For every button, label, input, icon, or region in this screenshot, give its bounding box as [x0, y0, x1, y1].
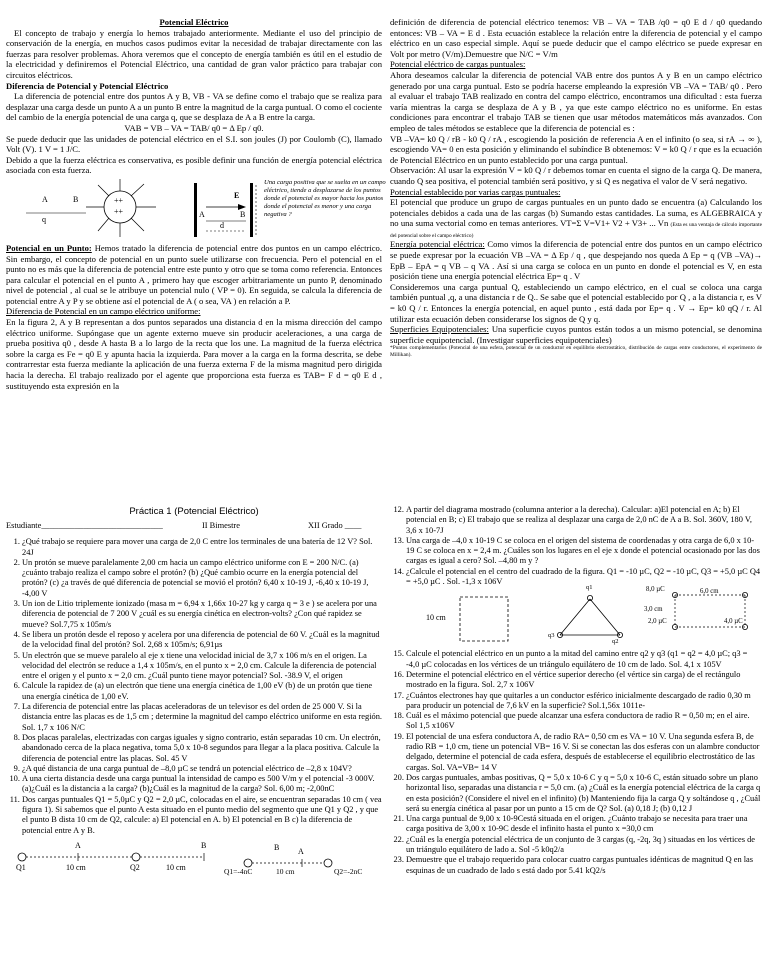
paragraph-consider: Consideremos una carga puntual Q, estableciendo un campo eléctrico, en el cual se coloca una carga también puntual ,q, a una distancia r de Q.. Se sabe que el potencial establecido por Q , a la distancia r, es V = k0 Q / r. Entonces la energía potencial, en aquel punto , está dada por Ep= q . V → Ep= k0 qQ / r. Al utilizar esta ecuación deben considerarse los signos de Q y q. — [390, 281, 762, 324]
grade-label: XII Grado ____ — [308, 521, 362, 531]
student-field: Estudiante_____________________________ — [6, 521, 163, 531]
problem-22: 22. ¿Cuál es la energía potencial eléctrica de un conjunto de 3 cargas (q, -2q, 3q ) situadas en los vértices de un triángulo equilátero de lado a. Sol -5 k0q2/a — [406, 835, 762, 856]
problem-6: 6. Calcule la rapidez de (a) un electrón que tiene una energía cinética de 1,00 eV (b) de un protón que tiene una energía cinética de 1,00 eV. — [22, 681, 382, 702]
fig-note: Una carga positiva que se suelta en un campo eléctrico, tiende a desplazarse de los puntos donde el potencial es mayor hacia los puntos donde el potencial es menor y una carga negativa ? — [264, 178, 386, 218]
heading-point-charges: Potencial eléctrico de cargas puntuales: — [390, 59, 526, 70]
fig1-label-d1: 10 cm — [66, 862, 86, 872]
tri-label-q2: q2 — [612, 638, 619, 646]
paragraph-conservative: Debido a que la fuerza eléctrica es conservativa, es posible definir una función de energía potencial eléctrica asociada con esta fuerza. — [6, 154, 382, 176]
problem-9: 9. ¿A qué distancia de una carga puntual de –8,0 µC se tendrá un potencial eléctrico de –2,8 x 104V? — [22, 764, 382, 774]
practice-right-column — [390, 505, 762, 876]
fig1-label-b: B — [201, 840, 207, 850]
problem-21: 21. Una carga puntual de 9,00 x 10-9Cestá situada en el origen. ¿Cuánto trabajo se necesita para traer una carga positiva de 3,00 x 10-9C desde el infinito hasta el punto x =30,0 cm — [406, 814, 762, 835]
figure-uniform-field — [6, 177, 386, 241]
notes-title: Potencial Eléctrico — [159, 17, 229, 27]
heading-potential-difference: Diferencia de Potencial y Potencial Eléctrico — [6, 80, 169, 91]
paragraph-point-potential — [6, 243, 382, 307]
notes-left-column — [6, 17, 386, 391]
practice-header — [6, 521, 382, 533]
problem-18: 18. Cuál es el máximo potencial que puede alcanzar una esfera conductora de radio R = 0,50 m; en el aire. Sol 1,5 x106V — [406, 711, 762, 732]
problem-4: 4. Se libera un protón desde el reposo y acelera por una diferencia de potencial de 60 V. ¿Cuál es la magnitud de la velocidad final del protón? Sol. 2,68 x 105m/s; 6,91µs — [22, 630, 382, 651]
problem-list-right — [390, 505, 762, 587]
paragraph-potential-energy — [390, 239, 762, 281]
fig1-label-q1: Q1 — [16, 862, 26, 872]
text-point-potential: Hemos tratado la diferencia de potencial entre dos puntos en un campo eléctrico. Sin embargo, el concepto de potencial en un punto suele utilizarse con frecuencia. Pero el potencial en el punto no es más que la diferencia de potencial entre este punto y otro que se toma como referencia. Entonces para calcular el potencial en el punto A , primero hay que escoger arbitrariamente un punto P, denominado nivel de potencial , al cual se le atribuye un potencial nulo ( VP = 0). En seguida, se calcula la diferencia de potencial entre A y P y se obtiene así el potencial de A ( o sea, VA ) en relación a P. — [6, 242, 382, 306]
problem-2: 2. Un protón se mueve paralelamente 2,00 cm hacia un campo eléctrico uniforme con E = 200 N/C. (a) ¿cuánto trabajo realiza el campo sobre el protón? (b) ¿Qué cambio ocurre en la energía potencial del protón? (c) ¿a través de qué diferencia de potencial se movió el protón? 6,40 x 10-19 J, -6,40 x 10-19 J, -4,00 V — [22, 558, 382, 599]
problem-14: 14. ¿Calcule el potencial en el centro del cuadrado de la figura. Q1 = -10 µC, Q2 = -10 µC, Q3 = +5,0 µC Q4 = +5,0 µC . Sol. -1,3 x 106V — [406, 567, 762, 588]
fig-label-b: B — [73, 194, 79, 204]
square-side-label: 10 cm — [426, 613, 446, 623]
notes-right-column — [390, 17, 762, 358]
problem-3: 3. Un ion de Litio triplemente ionizado (masa m = 6,94 x 1,66x 10-27 kg y carga q = 3 e ) se acelera por una diferencia de potencial de 7 200 V ¿cuál es su energía cinética en electron-volts? ¿Con qué rapidez se mueve? Sol.7,75 x 105m/s — [22, 599, 382, 630]
footnote: *Puntos complementarios (Potencial de una esfera, potencial de un conductor en equilibrio electrostático, distribución de cargas entre conductores, el experimento de Millikan). — [390, 345, 762, 358]
text-several-charges: El potencial que produce un grupo de cargas puntuales en un punto dado se encuentra (a) Calculando los potenciales debidos a cada una de las cargas (b) Sumando estas cantidades. La suma, es ALGEBRAICA y no una suma vectorial como en temas anteriores. VT=Σ V=V1+ V2 + V3+ ... Vn — [390, 197, 762, 229]
text-several-charges-note: (Esta es una ventaja de cálculo importante del potencial sobre el campo eléctrico) — [390, 222, 762, 239]
fig-label-q: q — [42, 214, 46, 224]
problem-7: 7. La diferencia de potencial entre las placas aceleradoras de un televisor es del orden de 25 000 V. Si la distancia entre las placas es de 1,5 cm ; determine la magnitud del campo eléctrico uniforme en esta región. Sol. 1,7 x 106 N/C — [22, 702, 382, 733]
fig-label-charge-2: ++ — [114, 206, 124, 216]
paragraph-point-charges: Ahora deseamos calcular la diferencia de potencial VAB entre dos puntos A y B en un campo eléctrico generado por una carga puntual. Esto se podría hacerse empleando la expresión VB –VA = TAB/ q0 . Pero al evaluar el trabajo TAB realizado en contra del campo eléctrico, encontramos una dificultad : esta fuerza varía mientras la carga se desplaza de A y B , ya que este campo eléctrico no es uniforme. En estas condiciones para encontrar el trabajo TAB se tienen que usar métodos matemáticos más avanzados. Con empleo de tales métodos se establece que la diferencia de potencial es : — [390, 69, 762, 133]
problem-23: 23. Demuestre que el trabajo requerido para colocar cuatro cargas puntuales idénticas de magnitud Q en las esquinas de un cuadrado de lado s está dado por 5.41 kQ2/s — [406, 855, 762, 876]
paragraph-uniform-field: En la figura 2, A y B representan a dos puntos separados una distancia d en la misma dirección del campo eléctrico uniforme. Supóngase que un agente externo mueve sin producir aceleraciones, a una carga de prueba positiva q0 , desde A hasta B a lo largo de la recta que los une. La magnitud de la fuerza eléctrica sobre la carga es Fe = q0 E y apunta hacia la izquierda. Para mover a la carga en la forma descrita, se debe contrarrestar esta fuerza mediante la aplicación de una fuerza externa F de la misma magnitud pero dirigida hacia la derecha. El trabajo realizado por el agente que proporciona esta fuerza es TAB= F d = q0 E d , sustituyendo esta expresión en la — [6, 317, 382, 391]
fig1-label-d2: 10 cm — [166, 862, 186, 872]
problem-11: 11. Dos cargas puntuales Q1 = 5,0µC y Q2 = 2,0 µC, colocadas en el aire, se encuentran separadas 10 cm ( vea figura 1). Si sabemos que el punto A esta situado en el punto medio del segmento que une Q1 y Q2 , y que el punto B dista 10 cm de Q2, calcule: a) El potencial en A. b) El potencial en B c) la diferencia de potencial entre A y B. — [22, 795, 382, 836]
problem-8: 8. Dos placas paralelas, electrizadas con cargas iguales y signo contrario, están separadas 10 cm. Un electrón, abandonado cerca de la placa negativa, toma 5,0 x 10-8 segundos para llegar a la placa positiva. Calcule la diferencia de potencial entre las placas. Sol. 45 V — [22, 733, 382, 764]
fig2-label-q2: Q2=-2nC — [334, 866, 363, 876]
fig2-label-a: A — [298, 846, 304, 856]
heading-equipotential: Superficies Equipotenciales: — [390, 324, 489, 335]
problem-19: 19. El potencial de una esfera conductora A, de radio RA= 0,50 cm es VA = 10 V. Una segunda esfera B, de radio RB = 1,0 cm, tiene un potencial VB= 16 V. Si se conectan las dos esferas con un alambre conductor delgado, determine el potencial de cada esfera, después de establecerse el equilibrio electrostático de las cargas. Sol. VA=VB= 14 V — [406, 732, 762, 773]
paragraph-potential-difference: La diferencia de potencial entre dos puntos A y B, VB - VA se define como el trabajo que se realiza para desplazar una carga desde un punto A a un punto B entre la magnitud de la carga puntual. O como el cociente del cambio de la energía potencial de una carga q, que se desplaza de A a B entre la carga. — [6, 91, 382, 123]
text-equipotential: Una superficie cuyos puntos están todos a un mismo potencial, se denomina superficie equipotencial. (Investigar superficies equipotenciales) — [390, 324, 762, 345]
problem-list-right-2 — [390, 649, 762, 876]
fig-label-distance: d — [220, 220, 224, 230]
fig-label-a: A — [42, 194, 48, 204]
notes-intro: El concepto de trabajo y energía lo hemos trabajado anteriormente. Mediante el uso del principio de conservación de la energía, en muchos casos pudimos evitar la necesidad de trabajar directamente con las fuerzas para resolver problemas. Ahora veremos que el concepto de energía también es útil en el estudio de la electricidad y definiremos el Potencial Eléctrico, una cantidad de gran valor práctico para trabajar con circuitos eléctricos. — [6, 27, 382, 80]
fig1-label-a: A — [75, 840, 81, 850]
practice-left-column — [6, 507, 382, 875]
rect-label-w: 6,0 cm — [700, 588, 719, 596]
tri-label-q3: q3 — [548, 632, 555, 640]
text-potential-energy: Como vimos la diferencia de potencial entre dos puntos en un campo eléctrico se puede expresar por la ecuación VB –VA = Δ Ep / q , que despejando nos queda Δ Ep = q (VB –VA)→ EpB – EpA = q VB – q VA . Así si una carga se coloca en un punto en donde el potencial es V, en esta posición tiene una energía potencial eléctrica Ep= q . V — [390, 239, 763, 282]
problem-5: 5. Un electrón que se mueve paralelo al eje x tiene una velocidad inicial de 3,7 x 106 m/s en el origen. La velocidad del electrón se reduce a 1,4 x 105m/s, en el punto x = 2,0 cm. Calcule la diferencia de potencial entre el origen y el punto x = 2,0 cm. ¿Cuál punto tiene mayor potencial? Sol. -38.9 V, el origen — [22, 651, 382, 682]
paragraph-equipotential — [390, 324, 762, 345]
fig2-label-q1: Q1=-4nC — [224, 866, 253, 876]
equation-potential-difference: VAB = VB – VA = TAB/ q0 = Δ Ep / q0. — [124, 122, 264, 133]
heading-point-potential: Potencial en un Punto: — [6, 242, 92, 253]
heading-potential-energy: Energía potencial eléctrica: — [390, 239, 485, 250]
problem-12: 12. A partir del diagrama mostrado (columna anterior a la derecha). Calcular: a)El potencial en A; b) El potencial en B; c) El trabajo que se realiza al desplazar una carga de 2,0 nC de A a B. Sol. 360V, 180 V, 3,6 x 10-7J — [406, 505, 762, 536]
rect-label-c2: 2,0 µC — [648, 618, 667, 626]
charges-diagram-svg — [6, 837, 382, 875]
paragraph-observation: Observación: Al usar la expresión V = k0 Q / r debemos tomar en cuenta el signo de la carga Q. De manera, cuando Q sea positiva, el potencial también será positivo, y si Q es negativa el valor de V será negativo. — [390, 165, 762, 186]
heading-several-charges: Potencial establecido por varias cargas puntuales: — [390, 186, 561, 197]
problem-17: 17. ¿Cuántos electrones hay que quitarles a un conductor esférico inicialmente descargado de radio 0,30 m para producir un potencial de 7,6 kV en la superficie? Sol.1,56x 1011e- — [406, 691, 762, 712]
paragraph-several-charges — [390, 197, 762, 239]
figure-square-and-rectangle — [390, 584, 762, 649]
fig-label-field: E — [234, 190, 240, 200]
term-label: II Bimestre — [202, 521, 240, 531]
fig-label-b-plate: B — [240, 209, 246, 219]
fig-label-charge: ++ — [114, 195, 124, 205]
problem-13: 13. Una carga de –4,0 x 10-19 C se coloca en el origen del sistema de coordenadas y otra carga de 6,0 x 10-19 C se coloca en x = 2,4 m. ¿Cuáles son los lugares en el eje x donde el potencial ocasionado por las dos cargas es igual a cero? Sol. –4,80 m y ? — [406, 536, 762, 567]
problem-16: 16. Determine el potencial eléctrico en el vértice superior derecho (el vértice sin carga) de el rectángulo mostrado en la figura. Sol. 2,7 x 106V — [406, 670, 762, 691]
practice-title: Práctica 1 (Potencial Eléctrico) — [129, 506, 259, 517]
problem-20: 20. Dos cargas puntuales, ambas positivas, Q = 5,0 x 10-6 C y q = 5,0 x 10-6 C, están situado sobre un plano horizontal liso, separadas una distancia r = 5,0 cm. (a) ¿Cuál es la energía potencial eléctrica de la carga q en esta posición? (Considere el nivel en el infinito) (b) Manteniendo fija la carga Q y soltándose q , ¿Cuál será su energía cinética al pasar por un punto a 15 cm de Q? Sol. (a) 0,18 J; (b) 0,12 J — [406, 773, 762, 814]
problem-list-left — [6, 537, 382, 836]
paragraph-definition: definición de diferencia de potencial eléctrico tenemos: VB – VA = TAB /q0 = q0 E d / q0 quedando entonces: VB – VA = E d . Esta ecuación establece la relación entre la diferencia de potencial y el campo eléctrico en un caso especial simple. Aquí se puede deducir que el campo eléctrico se puede expresar en Volt por metro (V/m).Demuestre que N/C = V/m — [390, 17, 762, 59]
rect-label-c1: 8,0 µC — [646, 586, 665, 594]
fig2-label-d: 10 cm — [276, 866, 295, 876]
problem-1: 1. ¿Qué trabajo se requiere para mover una carga de 2,0 C entre los terminales de una batería de 12 V? Sol. 24J — [22, 537, 382, 558]
tri-label-q1: q1 — [586, 584, 593, 592]
rect-label-h: 3,0 cm — [644, 606, 663, 614]
fig1-label-q2: Q2 — [130, 862, 140, 872]
fig2-label-b: B — [274, 842, 280, 852]
paragraph-units: Se puede deducir que las unidades de potencial eléctrico en el S.I. son joules (J) por Coulomb (C), llamado Volt (V). 1 V = 1 J/C. — [6, 133, 382, 155]
fig-label-a-plate: A — [199, 209, 205, 219]
problem-10: 10. A una cierta distancia desde una carga puntual la intensidad de campo es 500 V/m y el potencial -3 000V. (a)¿Cuál es la distancia a la carga? (b)¿Cuál es la magnitud de la carga? Sol. 6,00 m; -2,00nC — [22, 774, 382, 795]
problem-15: 15. Calcule el potencial eléctrico en un punto a la mitad del camino entre q2 y q3 (q1 = q2 = 4,0 µC; q3 = -4,0 µC colocadas en los vértices de un triángulo equilátero de 10 cm de lado. Sol. 4,1 x 105V — [406, 649, 762, 670]
rect-label-c3: 4,0 µC — [724, 618, 743, 626]
paragraph-point-charge-equation: VB –VA= k0 Q / rB - k0 Q / rA , escogiendo la posición de referencia A en el infinito (o sea, si rA → ∞ ), escogiendo VA= 0 en esta posición y eliminando el subíndice B obtenemos: V = k0 Q / r que es la ecuación de Potencial Eléctrico en un punto establecido por una carga puntual. — [390, 133, 762, 165]
figure-two-charges — [6, 837, 382, 875]
heading-uniform-field: Diferencia de Potencial en un campo eléctrico uniforme: — [6, 306, 201, 317]
